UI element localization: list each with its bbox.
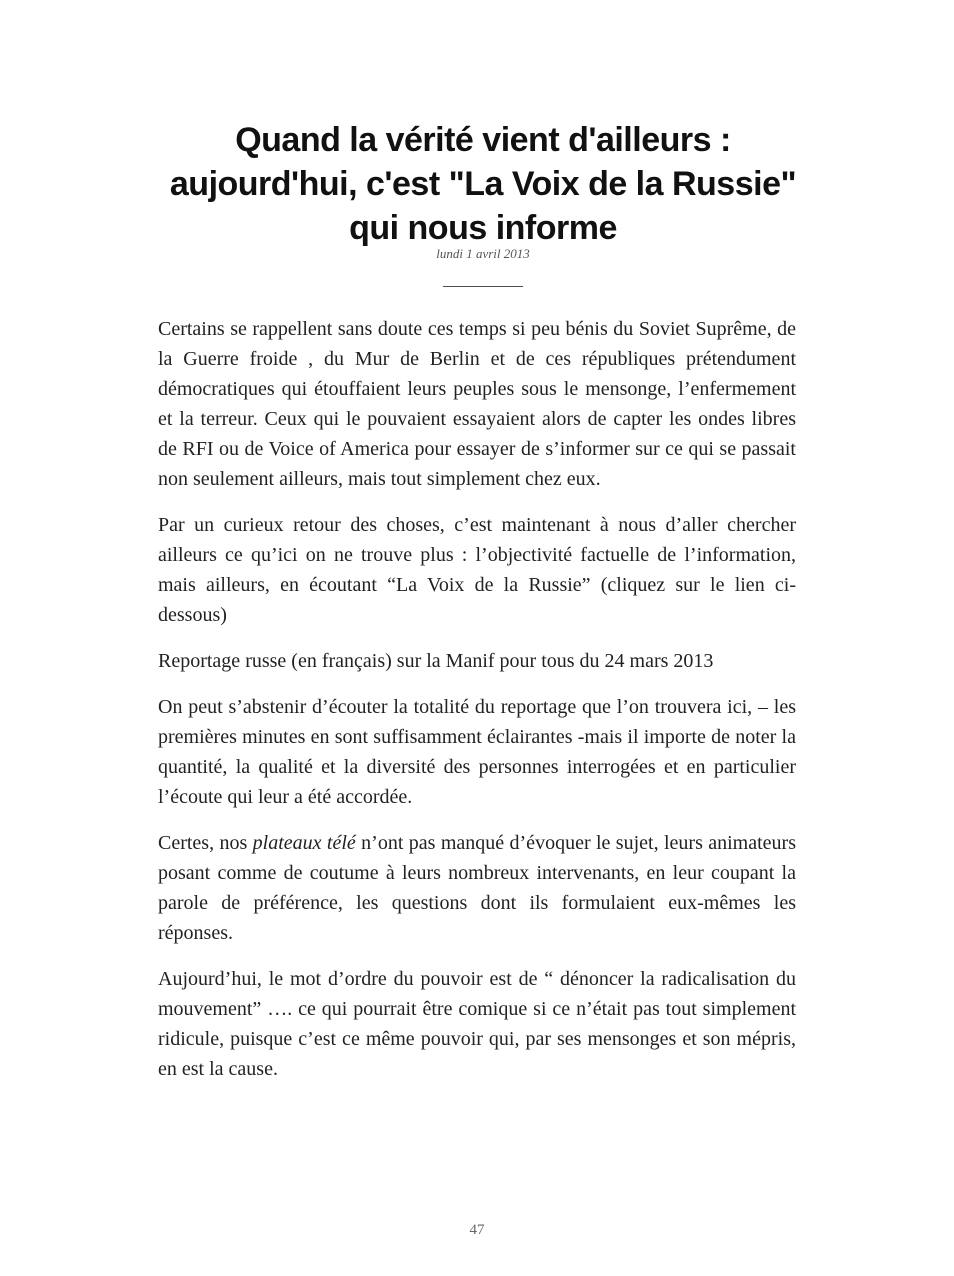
article-body [158,314,796,1100]
page-number: 47 [469,1222,485,1238]
title-block [120,118,846,290]
publication-date: lundi 1 avril 2013 [436,246,530,261]
paragraph-5-emphasis: plateaux télé [252,832,356,854]
paragraph-5-after: n’ont pas manqué d’évoquer le sujet, leurs animateurs posant comme de coutume à leurs nombreux intervenants, en leur coupant la parole de préférence, les questions dont ils formulaient eux-mêmes les réponses. [158,832,796,944]
title-separator: __________ [443,272,523,289]
paragraph-1: Certains se rappellent sans doute ces temps si peu bénis du Soviet Suprême, de la Guerre froide , du Mur de Berlin et de ces républiques prétendument démocratiques qui étouffaient leurs peuples sous le mensonge, l’enfermement et la terreur. Ceux qui le pouvaient essayaient alors de capter les ondes libres de RFI ou de Voice of America pour essayer de s’informer sur ce qui se passait non seulement ailleurs, mais tout simplement chez eux. [158,318,796,490]
title-line-3: qui nous informe [349,209,617,247]
paragraph-3: Reportage russe (en français) sur la Manif pour tous du 24 mars 2013 [158,650,714,672]
title-line-2: aujourd'hui, c'est "La Voix de la Russie" [169,165,797,203]
paragraph-4: On peut s’abstenir d’écouter la totalité du reportage que l’on trouvera ici, – les premières minutes en sont suffisamment éclairantes -mais il importe de noter la quantité, la qualité et la diversité des personnes interrogées et en particulier l’écoute qui leur a été accordée. [158,696,796,808]
paragraph-2: Par un curieux retour des choses, c’est maintenant à nous d’aller chercher ailleurs ce qu’ici on ne trouve plus : l’objectivité factuelle de l’information, mais ailleurs, en écoutant “La Voix de la Russie” (cliquez sur le lien ci-dessous) [158,514,796,626]
title-line-1: Quand la vérité vient d'ailleurs : [235,121,731,159]
paragraph-5 [158,828,796,948]
paragraph-5-before: Certes, nos [158,832,253,854]
paragraph-6: Aujourd’hui, le mot d’ordre du pouvoir est de “ dénoncer la radicalisation du mouvement” …. ce qui pourrait être comique si ce n’était pas tout simplement ridicule, puisque c’est ce même pouvoir qui, par ses mensonges et son mépris, en est la cause. [158,968,796,1080]
